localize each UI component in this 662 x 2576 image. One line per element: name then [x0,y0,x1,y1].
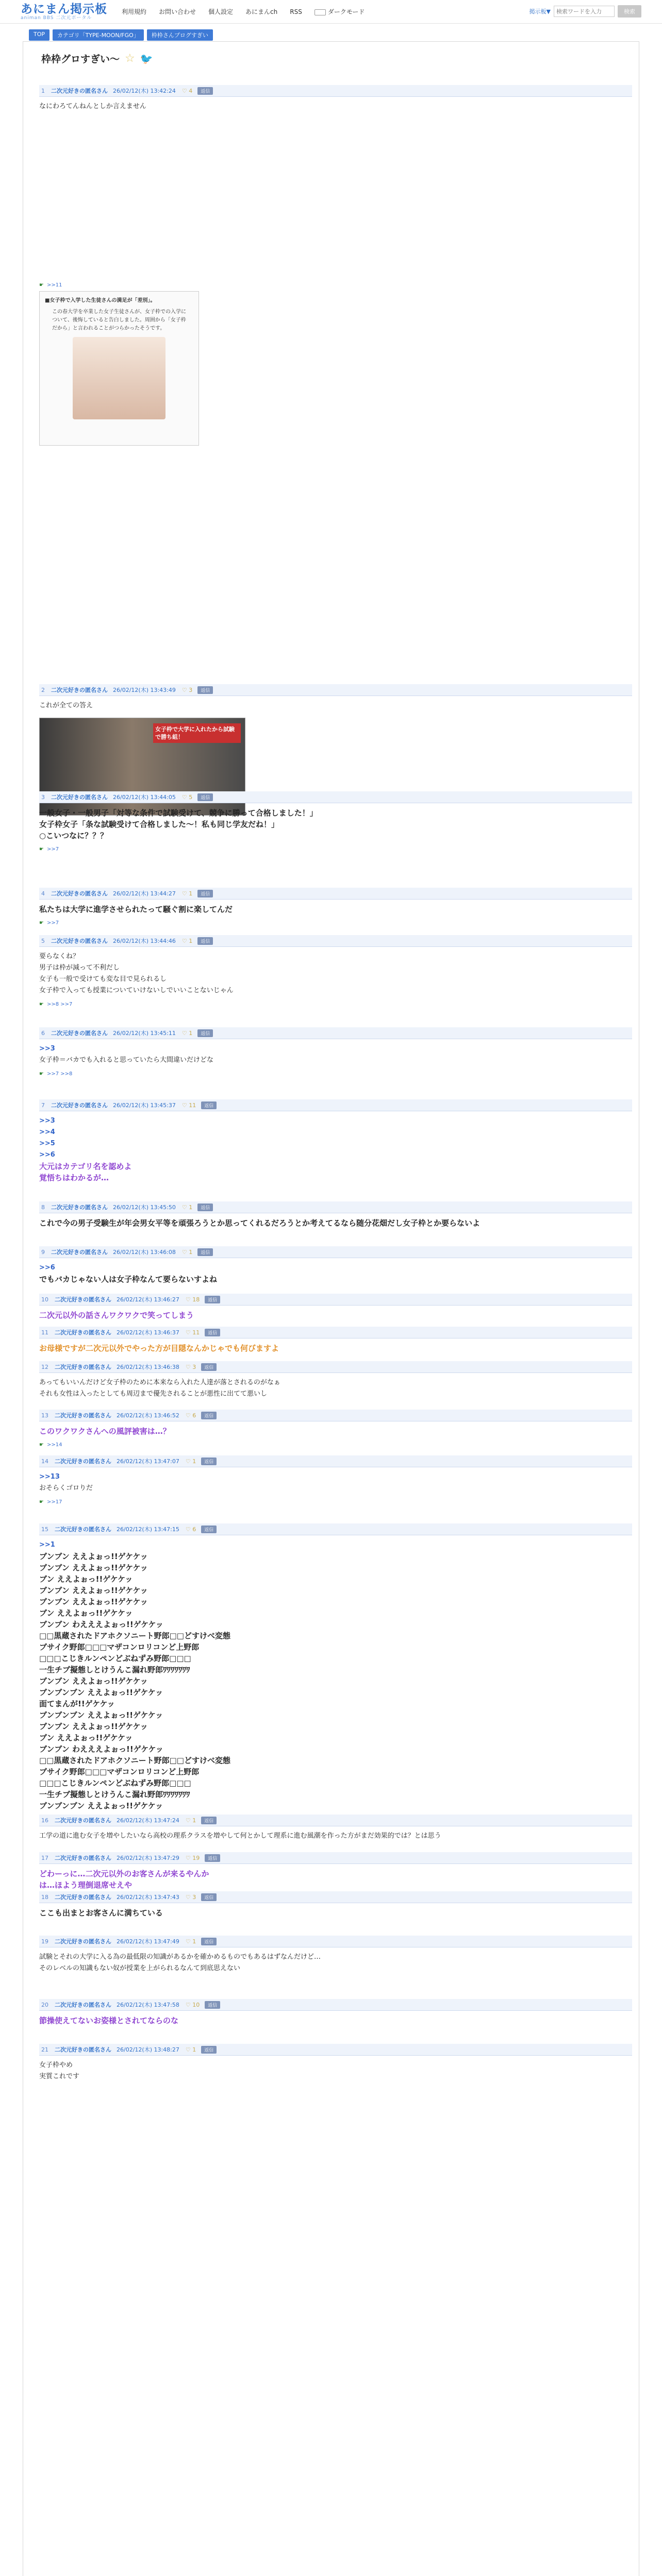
like-count[interactable]: ♡ 1 [181,937,193,944]
heart-icon: ♡ [181,1204,187,1211]
reply-hand-icon: ☛ [39,282,44,288]
nav-settings[interactable]: 個人設定 [208,8,234,15]
reply-hand-icon: ☛ [39,1071,44,1077]
post-number[interactable]: 14 [41,1458,48,1465]
post-header [39,85,632,97]
post-author: 二次元好きの匿名さん [55,1526,111,1533]
reply-links[interactable]: ☛ >>14 [39,1442,62,1448]
post-line: □□□こじきルンペンどぶねずみ野郎□□□ [39,1778,191,1788]
post-19 [39,1936,632,1974]
post-body [39,1338,632,1354]
image-caption: ■女子枠で入学した生徒さんの満足が「差別」。 [45,298,156,303]
post-number[interactable]: 18 [41,1893,48,1901]
post-line: 要らなくね？ [39,953,80,960]
heart-icon: ♡ [185,1363,191,1370]
post-date: 26/02/12(木) 13:47:24 [117,1817,179,1824]
post-body [39,1864,632,1891]
post-line: 男子は枠が減って不利だし [39,964,120,972]
post-line: 女子枠で入っても授業についていけないしでいいことないじゃん [39,987,234,994]
post-body [39,1467,632,1494]
image-banner-text: 女子枠で大学に入れたから試験で勝ち組！ [153,723,241,743]
post-date: 26/02/12(木) 13:47:49 [117,1938,179,1945]
like-count[interactable]: ♡ 1 [185,1458,196,1465]
heart-icon: ♡ [181,1101,187,1109]
favorite-star-icon[interactable]: ☆ [125,52,135,65]
post-author: 二次元好きの匿名さん [55,1894,111,1901]
reply-button[interactable]: 返信 [197,686,213,694]
like-count[interactable]: ♡ 1 [185,1817,196,1824]
post-line: □□黒蔵されたドアホクソニート野郎□□どすけべ変態 [39,1756,230,1765]
post-line[interactable]: >>3 [39,1117,55,1125]
search-input[interactable] [554,6,615,17]
heart-icon: ♡ [185,1458,191,1465]
post-body [39,2056,632,2082]
post-date: 26/02/12(木) 13:45:37 [113,1102,176,1109]
post-author: 二次元好きの匿名さん [55,1329,111,1336]
post-number[interactable]: 10 [41,1296,48,1303]
nav-contact[interactable]: お問い合わせ [159,8,196,15]
post-line: 一生チブ擬態しとけうんこ漏れ野郎ﾜﾜﾜﾜﾜﾜﾜ [39,1665,190,1674]
post-number[interactable]: 12 [41,1363,48,1370]
post-10 [39,1294,632,1321]
post-line: ブン ええよぉっ!!ゲケケッ [39,1733,133,1742]
like-count[interactable]: ♡ 10 [185,2001,200,2008]
post-date: 26/02/12(木) 13:45:50 [113,1204,176,1211]
heart-icon: ♡ [185,1817,191,1824]
heart-icon: ♡ [181,87,187,94]
post-line: お母様ですが二次元以外でやった方が目隠なんかじゃでも何びますよ [39,1344,279,1353]
reply-button[interactable]: 返信 [201,1101,217,1109]
reply-links[interactable]: ☛ >>7 [39,846,59,852]
post-date: 26/02/12(木) 13:44:46 [113,938,176,944]
heart-icon: ♡ [185,1854,191,1861]
post-line: 女子枠＝バカでも入れると思っていたら大間違いだけどな [39,1056,214,1064]
like-count[interactable]: ♡ 3 [181,686,193,693]
post-20 [39,1999,632,2026]
post-8 [39,1201,632,1229]
reply-button[interactable]: 返信 [205,2001,220,2009]
post-header [39,1852,632,1864]
post-author: 二次元好きの匿名さん [51,88,108,94]
post-date: 26/02/12(木) 13:47:58 [117,2002,179,2008]
reply-links[interactable]: ☛ >>17 [39,1499,62,1505]
like-count[interactable]: ♡ 11 [181,1101,196,1109]
post-header [39,1410,632,1421]
like-count[interactable]: ♡ 6 [185,1526,196,1533]
image-text: この春大学を卒業した女子生徒さんが、女子枠での入学について、後悔していると告白しました。周囲から「女子枠だから」と言われることがつらかったそうです。 [52,309,186,331]
post-number[interactable]: 7 [41,1101,45,1109]
post-date: 26/02/12(木) 13:43:49 [113,687,176,693]
post-line[interactable]: >>6 [39,1264,55,1272]
reply-button[interactable]: 返信 [201,1458,217,1465]
reply-hand-icon: ☛ [39,920,44,926]
post-header [39,684,632,696]
post-line: 節操使えてないお姿様とされてならのな [39,2016,179,2025]
post-image[interactable] [39,291,199,446]
post-author: 二次元好きの匿名さん [51,890,108,897]
post-18 [39,1891,632,1919]
post-number[interactable]: 17 [41,1854,48,1861]
post-line: □□黒蔵されたドアホクソニート野郎□□どすけべ変態 [39,1631,230,1640]
post-date: 26/02/12(木) 13:47:29 [117,1855,179,1861]
post-line[interactable]: >>13 [39,1473,60,1481]
post-line: 女子も一般で受けても変な目で見られるし [39,975,167,983]
search-scope-select[interactable]: 掲示板▼ [529,8,551,15]
post-line: あってもいいんだけど女子枠のために本来なら入れた人達が落とされるのがなぁ [39,1379,280,1386]
heart-icon: ♡ [185,1526,191,1533]
post-body [39,1373,632,1400]
post-line: 一生チブ擬態しとけうんこ漏れ野郎ﾜﾜﾜﾜﾜﾜﾜ [39,1790,190,1799]
post-date: 26/02/12(木) 13:45:11 [113,1030,176,1037]
post-header [39,1201,632,1213]
post-line: ブンブン わえええよぉっ!!ゲケケッ [39,1620,163,1629]
heart-icon: ♡ [181,890,187,897]
heart-icon: ♡ [181,1248,187,1256]
post-author: 二次元好きの匿名さん [51,1030,108,1037]
post-body [39,1826,632,1842]
post-date: 26/02/12(木) 13:47:07 [117,1458,179,1465]
post-number[interactable]: 13 [41,1412,48,1419]
reply-button[interactable]: 返信 [201,1938,217,1945]
post-line[interactable]: >>4 [39,1128,55,1136]
heart-icon: ♡ [181,686,187,693]
page-title: 枠枠グロすぎい～ [41,54,120,65]
post-4 [39,888,632,926]
post-6 [39,1027,632,1077]
post-line[interactable]: >>1 [39,1541,55,1549]
post-date: 26/02/12(木) 13:42:24 [113,88,176,94]
reply-links[interactable]: ☛ >>8 >>7 [39,1002,73,1007]
post-header [39,1099,632,1111]
post-line: でもバカじゃない人は女子枠なんて要らないすよね [39,1275,218,1284]
like-count[interactable]: ♡ 1 [181,1029,193,1037]
reply-links[interactable]: ☛ >>7 >>8 [39,1071,73,1077]
post-5 [39,935,632,1007]
post-header [39,1294,632,1306]
post-header [39,1361,632,1373]
post-date: 26/02/12(木) 13:46:38 [117,1364,179,1370]
post-date: 26/02/12(木) 13:46:37 [117,1329,179,1336]
post-header [39,791,632,803]
post-line: ブンブン ええよぉっ!!ゲケケッ [39,1563,148,1572]
post-line: ブサイク野郎□□□マザコンロリコンど上野郎 [39,1767,200,1776]
post-header [39,1455,632,1467]
reply-button[interactable]: 返信 [197,1204,213,1211]
heart-icon: ♡ [185,1893,191,1901]
post-line: 女子枠やめ [39,2061,73,2069]
reply-button[interactable]: 返信 [197,1029,213,1037]
post-number[interactable]: 8 [41,1204,45,1211]
like-count[interactable]: ♡ 19 [185,1854,200,1861]
post-author: 二次元好きの匿名さん [51,938,108,944]
post-line: ブンブン ええよぉっ!!ゲケケッ [39,1597,148,1606]
post-line: ブンブンブン ええよぉっ!!ゲケケッ [39,1688,163,1697]
post-line: ブン ええよぉっ!!ゲケケッ [39,1608,133,1618]
post-line: どわーっに…二次元以外のお客さんが来るやんか [39,1869,209,1878]
post-11 [39,1327,632,1354]
nav-animanch[interactable]: あにまんch [245,8,278,15]
reply-button[interactable]: 返信 [197,87,213,95]
post-date: 26/02/12(木) 13:47:15 [117,1526,179,1533]
post-date: 26/02/12(木) 13:44:05 [113,794,176,801]
post-line: ブンブンブン ええよぉっ!!ゲケケッ [39,1710,163,1720]
post-line: なにわろてんねんとしか言えません [39,103,146,110]
post-author: 二次元好きの匿名さん [55,2002,111,2008]
post-body [39,1947,632,1974]
post-line: ブン ええよぉっ!!ゲケケッ [39,1574,133,1584]
post-author: 二次元好きの匿名さん [55,1855,111,1861]
post-header [39,1027,632,1039]
reply-button[interactable]: 返信 [197,937,213,945]
post-author: 二次元好きの匿名さん [51,687,108,693]
post-body [39,1039,632,1066]
post-line: ブンブン ええよぉっ!!ゲケケッ [39,1586,148,1595]
breadcrumb [0,24,662,41]
twitter-share-icon[interactable]: 🐦 [140,52,153,65]
post-line: ブンブンブン ええよぉっ!!ゲケケッ [39,1801,163,1810]
post-number[interactable]: 6 [41,1029,45,1037]
post-author: 二次元好きの匿名さん [55,1412,111,1419]
post-date: 26/02/12(木) 13:46:52 [117,1412,179,1419]
post-17 [39,1852,632,1891]
site-logo[interactable]: あにまん掲示板 animan BBS 二次元ポータル [21,2,107,21]
post-3 [39,791,632,852]
heart-icon: ♡ [181,937,187,944]
heart-icon: ♡ [181,793,187,801]
post-number[interactable]: 2 [41,686,45,693]
post-line: □□□こじきルンペンどぶねずみ野郎□□□ [39,1654,191,1663]
post-line: ○こいつなに？？？ [39,831,108,840]
heart-icon: ♡ [185,1296,191,1303]
post-line[interactable]: >>5 [39,1140,55,1147]
toggle-icon [315,9,326,15]
post-line: 女子枠女子「条な試験受けて合格しました～！私も同じ学友だね！」 [39,820,279,829]
post-author: 二次元好きの匿名さん [55,1938,111,1945]
post-line: 私たちは大学に進学させられたって騒ぐ割に楽してんだ [39,905,233,914]
post-body [39,1306,632,1321]
post-number[interactable]: 15 [41,1526,48,1533]
reply-links[interactable]: ☛ >>7 [39,920,59,926]
like-count[interactable]: ♡ 1 [181,1248,193,1256]
post-body [39,2011,632,2026]
post-16 [39,1815,632,1842]
post-number[interactable]: 9 [41,1248,45,1256]
reply-button[interactable]: 返信 [197,890,213,897]
post-number[interactable]: 20 [41,2001,48,2008]
nav-rss[interactable]: RSS [290,8,302,15]
reply-links[interactable]: ☛ >>11 [39,282,62,288]
post-line: 実質これです [39,2073,80,2080]
post-line: このワクワクさんへの風評被害は…？ [39,1427,171,1436]
breadcrumb-top[interactable]: TOP [29,29,49,41]
post-date: 26/02/12(木) 13:44:27 [113,890,176,897]
like-count[interactable]: ♡ 1 [185,1938,196,1945]
post-number[interactable]: 16 [41,1817,48,1824]
post-author: 二次元好きの匿名さん [51,1204,108,1211]
image-photo [73,337,166,419]
post-line: ここも出まとお客さんに満ちている [39,1908,163,1918]
post-line: 二次元以外の話さんワクワクで笑ってしまう [39,1311,194,1320]
thread-title-row [41,52,153,65]
post-line: おそらくゴロりだ [39,1484,93,1492]
post-date: 26/02/12(木) 13:48:27 [117,2046,179,2053]
heart-icon: ♡ [185,1412,191,1419]
post-author: 二次元好きの匿名さん [51,1102,108,1109]
post-line: 工学の道に進む女子を増やしたいなら高校の理系クラスを増やして何とかして理系に進む風潮を作った方がまだ効果的では？とは思う [39,1832,441,1840]
heart-icon: ♡ [185,1329,191,1336]
post-body [39,803,632,841]
post-number[interactable]: 11 [41,1329,48,1336]
post-date: 26/02/12(木) 13:46:08 [113,1249,176,1256]
post-line[interactable]: >>6 [39,1151,55,1159]
post-body [39,900,632,915]
post-body [39,97,632,112]
like-count[interactable]: ♡ 11 [185,1329,200,1336]
reply-button[interactable]: 返信 [197,793,213,801]
post-body [39,1535,632,1811]
post-header [39,935,632,947]
post-author: 二次元好きの匿名さん [55,1817,111,1824]
reply-button[interactable]: 返信 [201,1817,217,1824]
post-header [39,1523,632,1535]
like-count[interactable]: ♡ 3 [185,1893,196,1901]
reply-hand-icon: ☛ [39,846,44,852]
post-line: 試験とそれの大学に入る為の最低限の知識があるかを確かめるものでもあるはずなんだけど… [39,1953,321,1961]
reply-button[interactable]: 返信 [205,1854,220,1862]
post-body [39,1903,632,1919]
search-area [529,5,641,18]
post-header [39,1327,632,1338]
post-author: 二次元好きの匿名さん [55,1296,111,1303]
post-line: これが全ての答え [39,702,93,709]
post-author: 二次元好きの匿名さん [55,1458,111,1465]
heart-icon: ♡ [185,1938,191,1945]
like-count[interactable]: ♡ 4 [181,87,193,94]
reply-hand-icon: ☛ [39,1442,44,1448]
reply-button[interactable]: 返信 [201,2046,217,2054]
post-body [39,947,632,996]
reply-button[interactable]: 返信 [205,1329,220,1336]
heart-icon: ♡ [185,2046,191,2053]
post-line: そのレベルの知識もない奴が授業を上がられるなんて到底思えない [39,1964,241,1972]
like-count[interactable]: ♡ 1 [181,1204,193,1211]
breadcrumb-category[interactable]: カテゴリ「TYPE-MOON/FGO」 [53,29,144,41]
post-line: 大元はカテゴリ名を認めよ [39,1162,132,1171]
like-count[interactable]: ♡ 5 [181,793,193,801]
post-line: それも女性は入ったとしても周辺まで優先されることが悪性に出てて悪いし [39,1390,268,1398]
post-13 [39,1410,632,1448]
post-line: は…ほよう理倒退席せえや [39,1880,133,1890]
post-line[interactable]: >>3 [39,1045,55,1053]
post-date: 26/02/12(木) 13:47:43 [117,1894,179,1901]
post-line: これで今の男子受験生が年会男女平等を頑張ろうとか思ってくれるだろうとか考えてるなら随分花畑だし女子枠とか要らないよ [39,1218,481,1228]
post-15 [39,1523,632,1811]
post-line: 面てまんが!!ゲケケッ [39,1699,115,1708]
reply-button[interactable]: 返信 [201,1526,217,1533]
post-header [39,888,632,900]
nav-terms[interactable]: 利用規約 [122,8,147,15]
like-count[interactable]: ♡ 3 [185,1363,196,1370]
reply-button[interactable]: 返信 [201,1893,217,1901]
post-1 [39,85,632,331]
top-nav [122,7,365,16]
post-line: ブンブン わえええよぉっ!!ゲケケッ [39,1744,163,1754]
reply-button[interactable]: 返信 [201,1412,217,1419]
post-7 [39,1099,632,1183]
post-line: 一般女子・一般男子「対等な条件で試験受けて、競争に勝って合格しました！」 [39,808,318,818]
post-body [39,1421,632,1437]
post-line: ブサイク野郎□□□マザコンロリコンど上野郎 [39,1642,200,1652]
post-line: ブンブン ええよぉっ!!ゲケケッ [39,1552,148,1561]
post-12 [39,1361,632,1400]
post-author: 二次元好きの匿名さん [55,1364,111,1370]
post-body [39,1213,632,1229]
post-header [39,1815,632,1826]
post-14 [39,1455,632,1505]
post-body [39,1258,632,1285]
post-number[interactable]: 19 [41,1938,48,1945]
post-number[interactable]: 4 [41,890,45,897]
dark-mode-toggle[interactable]: ダークモード [315,7,365,16]
post-line: 覚悟ちはわかるが… [39,1173,109,1182]
post-header [39,1246,632,1258]
post-number[interactable]: 21 [41,2046,48,2053]
post-author: 二次元好きの匿名さん [51,1249,108,1256]
post-header [39,1936,632,1947]
like-count[interactable]: ♡ 1 [185,2046,196,2053]
heart-icon: ♡ [185,2001,191,2008]
reply-button[interactable]: 返信 [197,1248,213,1256]
post-number[interactable]: 3 [41,793,45,801]
post-header [39,1891,632,1903]
post-author: 二次元好きの匿名さん [55,2046,111,2053]
post-21 [39,2044,632,2082]
like-count[interactable]: ♡ 6 [185,1412,196,1419]
post-number[interactable]: 1 [41,87,45,94]
reply-button[interactable]: 返信 [201,1363,217,1371]
post-author: 二次元好きの匿名さん [51,794,108,801]
post-date: 26/02/12(木) 13:46:27 [117,1296,179,1303]
post-body [39,1111,632,1183]
post-body [39,696,632,711]
reply-hand-icon: ☛ [39,1499,44,1505]
post-line: ブンブン ええよぉっ!!ゲケケッ [39,1676,148,1686]
like-count[interactable]: ♡ 1 [181,890,193,897]
post-number[interactable]: 5 [41,937,45,944]
reply-hand-icon: ☛ [39,1002,44,1007]
post-9 [39,1246,632,1285]
post-header [39,2044,632,2056]
heart-icon: ♡ [181,1029,187,1037]
like-count[interactable]: ♡ 18 [185,1296,200,1303]
post-line: ブンブン ええよぉっ!!ゲケケッ [39,1722,148,1731]
breadcrumb-thread[interactable]: 枠枠さんプログすぎい [147,29,213,41]
post-header [39,1999,632,2011]
site-header [0,0,662,24]
reply-button[interactable]: 返信 [205,1296,220,1303]
search-button[interactable]: 検索 [618,5,641,18]
